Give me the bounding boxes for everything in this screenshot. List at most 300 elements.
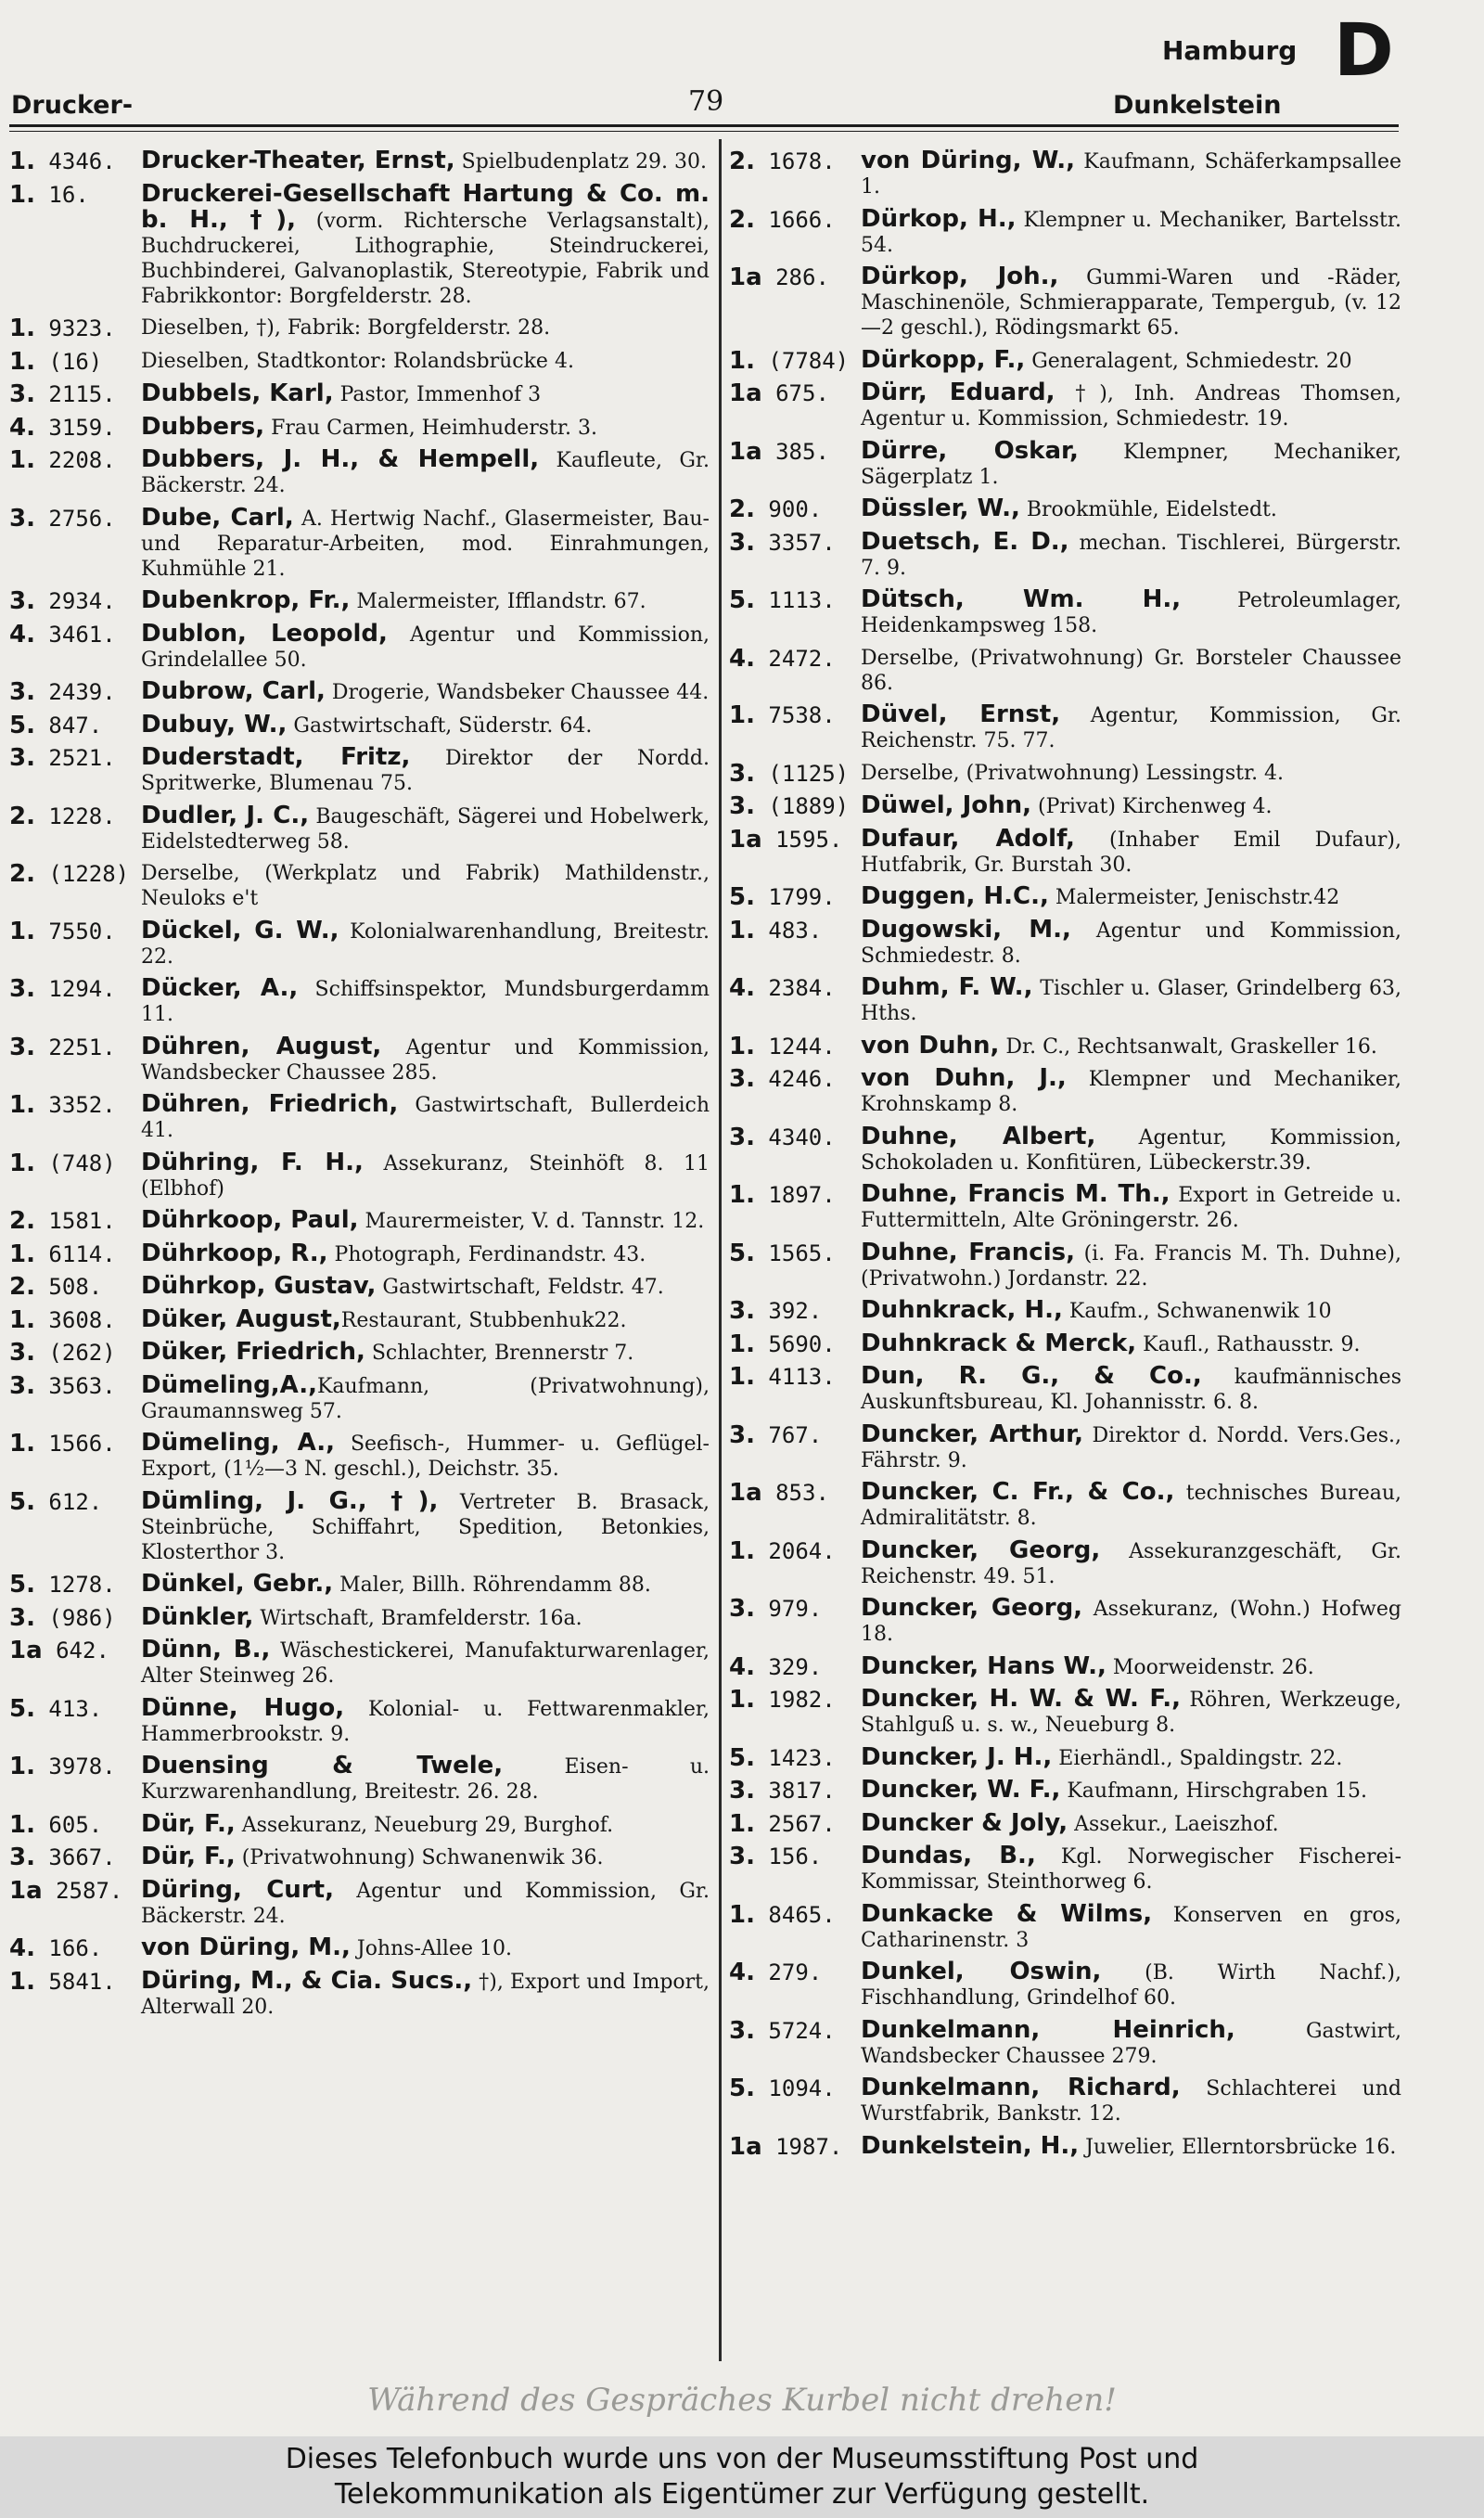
entry-text [141, 976, 710, 1027]
entry-text [861, 380, 1401, 431]
directory-entry [9, 1602, 710, 1632]
phone-number [9, 381, 141, 407]
exchange-code: 1. [9, 1753, 35, 1780]
line-number: 1278. [48, 1572, 116, 1598]
subscriber-details: Maler, Billh. Röhrendamm 88. [333, 1574, 651, 1597]
subscriber-name: Dücker, A., [141, 974, 299, 1002]
subscriber-name: Düwel, John, [861, 791, 1032, 819]
exchange-code: 3. [9, 1033, 35, 1061]
line-number: 483. [768, 917, 823, 944]
exchange-code: 3. [729, 1065, 755, 1093]
subscriber-name: Dube, Carl, [141, 503, 294, 532]
directory-entry [9, 1754, 710, 1805]
subscriber-name: Dublon, Leopold, [141, 619, 388, 648]
line-number: (748) [48, 1150, 116, 1176]
subscriber-name: Duncker, Georg, [861, 1594, 1083, 1622]
subscriber-name: Duncker & Joly, [861, 1808, 1068, 1837]
phone-number [729, 1844, 861, 1869]
line-number: 2756. [48, 505, 116, 532]
line-number: 642. [56, 1638, 109, 1664]
line-number: 8465. [768, 1901, 836, 1928]
line-number: 1799. [768, 884, 836, 910]
entry-text [861, 646, 1401, 696]
directory-entry [9, 1844, 710, 1870]
exchange-code: 1. [729, 1181, 755, 1209]
entry-text [861, 1687, 1401, 1738]
line-number: 853. [775, 1480, 829, 1506]
subscriber-details: Agentur und Kommission, Wandsbecker Chaussee 285. [141, 1035, 710, 1085]
entry-text [141, 1208, 710, 1234]
phone-number [729, 1538, 861, 1564]
directory-entry [729, 436, 1401, 490]
phone-number [9, 679, 141, 705]
exchange-code: 1. [9, 1810, 35, 1839]
subscriber-name: Duhnkrack & Merck, [861, 1329, 1137, 1357]
subscriber-details: Assekur., Laeiszhof. [1068, 1812, 1279, 1836]
directory-entry [729, 1422, 1401, 1473]
directory-entry [729, 1596, 1401, 1647]
exchange-code: 2. [9, 860, 35, 888]
line-number: 979. [768, 1596, 823, 1622]
phone-number [9, 1034, 141, 1060]
phone-number [9, 919, 141, 944]
subscriber-details: Maurermeister, V. d. Tannstr. 12. [358, 1210, 705, 1233]
right-column [729, 148, 1401, 2366]
exchange-code: 5. [9, 1487, 35, 1516]
entry-text [141, 1431, 710, 1482]
line-number: 9323. [48, 315, 116, 341]
line-number: 156. [768, 1844, 823, 1869]
phone-number [729, 1240, 861, 1266]
subscriber-name: von Düring, W., [861, 148, 1076, 174]
subscriber-details: Baugeschäft, Sägerei und Hobelwerk, Eidelstedterweg 58. [141, 804, 710, 854]
subscriber-details: Generalagent, Schmiedestr. 20 [1025, 349, 1352, 373]
line-number: 1565. [768, 1240, 836, 1266]
entry-text [141, 1241, 710, 1267]
exchange-code: 4. [729, 1959, 755, 1986]
subscriber-name: Dubuy, W., [141, 710, 288, 739]
line-number: 5724. [768, 2017, 836, 2044]
directory-entry [9, 148, 710, 174]
exchange-code: 1. [729, 916, 755, 944]
subscriber-details: Klempner und Mechaniker, Krohnskamp 8. [861, 1068, 1401, 1116]
directory-entry [9, 1370, 710, 1424]
phone-number [729, 1480, 861, 1506]
exchange-code: 1. [9, 1149, 35, 1177]
directory-entry [9, 1431, 710, 1482]
entry-text [861, 587, 1401, 638]
subscriber-name: Dührkop, Gustav, [141, 1272, 377, 1300]
directory-entry [9, 1241, 710, 1267]
entry-text [141, 1304, 710, 1333]
subscriber-name: Dürkop, H., [861, 204, 1017, 233]
subscriber-name: Duhm, F. W., [861, 973, 1033, 1001]
directory-entry [9, 861, 710, 911]
subscriber-details: Eisen- u. Kurzwarenhandlung, Breitestr. 26. 28. [141, 1755, 710, 1804]
subscriber-details: Frau Carmen, Heimhuderstr. 3. [264, 416, 597, 440]
phone-number [9, 1638, 141, 1664]
line-number: 2384. [768, 975, 836, 1001]
entry-text [861, 1651, 1401, 1680]
left-column [9, 148, 710, 2366]
subscriber-details: Gastwirtschaft, Feldstr. 47. [376, 1276, 664, 1299]
exchange-code: 5. [9, 1571, 35, 1599]
exchange-code: 3. [729, 792, 755, 820]
line-number: (986) [48, 1604, 116, 1631]
exchange-code: 1a [729, 263, 762, 291]
phone-number [9, 1274, 141, 1300]
subscriber-name: Duncker, C. Fr., & Co., [861, 1478, 1175, 1506]
line-number: (1228) [48, 861, 130, 887]
line-number: 3159. [48, 414, 116, 441]
subscriber-details: Direktor der Nordd. Spritwerke, Blumenau 75. [141, 747, 710, 795]
directory-entry [729, 1298, 1401, 1324]
phone-number [729, 148, 861, 174]
line-number: 2439. [48, 679, 116, 705]
entry-text [141, 381, 710, 407]
subscriber-details: Kaufleute, Gr. Bäckerstr. 24. [141, 449, 710, 497]
header-rule [9, 124, 1399, 127]
entry-text [861, 264, 1401, 340]
directory-entry [729, 2131, 1401, 2161]
entry-text [861, 1959, 1401, 2011]
phone-number [729, 2134, 861, 2160]
line-number: 767. [768, 1421, 823, 1448]
directory-entry [9, 1486, 710, 1565]
phone-number [9, 588, 141, 614]
subscriber-name: von Duhn, J., [861, 1064, 1067, 1092]
line-number: (1125) [768, 760, 850, 787]
phone-number [729, 1422, 861, 1448]
line-number: 7538. [768, 702, 836, 728]
entry-text [141, 503, 710, 582]
phone-number [9, 349, 141, 375]
line-number: 2587. [56, 1877, 123, 1904]
exchange-code: 5. [729, 883, 755, 911]
exchange-code: 2. [729, 495, 755, 523]
entry-text [861, 1778, 1401, 1804]
subscriber-name: Duhne, Albert, [861, 1122, 1096, 1150]
subscriber-name: Duhne, Francis M. Th., [861, 1180, 1171, 1208]
phone-number [729, 264, 861, 290]
subscriber-details: (Privatwohnung) Schwanenwik 36. [235, 1846, 604, 1869]
subscriber-details: Gastwirt, Wandsbecker Chaussee 279. [861, 2019, 1401, 2068]
directory-entry [729, 915, 1401, 969]
entry-text [861, 702, 1401, 753]
entry-text [141, 1935, 710, 1961]
column-divider [719, 139, 722, 2361]
exchange-code: 4. [729, 644, 755, 673]
subscriber-name: Dundas, B., [861, 1842, 1036, 1869]
line-number: 1294. [48, 976, 116, 1002]
directory-entry [729, 761, 1401, 787]
line-number: 1423. [768, 1744, 836, 1771]
line-number: 2521. [48, 745, 116, 771]
subscriber-details: Dr. C., Rechtsanwalt, Graskeller 16. [999, 1034, 1377, 1059]
exchange-code: 1. [729, 1809, 755, 1838]
subscriber-name: Duncker, Arthur, [861, 1420, 1083, 1448]
exchange-code: 1a [729, 2132, 762, 2161]
exchange-code: 3. [9, 744, 35, 772]
subscriber-details: Kgl. Norwegischer Fischerei-Kommissar, Steinthorweg 6. [861, 1845, 1401, 1894]
directory-entry [9, 679, 710, 705]
phone-number [9, 315, 141, 341]
subscriber-name: Dunkelstein, H., [861, 2131, 1080, 2160]
line-number: 1678. [768, 148, 836, 174]
exchange-code: 4. [729, 1652, 755, 1681]
subscriber-details: (Inhaber Emil Dufaur), Hutfabrik, Gr. Burstah 30. [861, 828, 1401, 877]
entry-text [141, 1150, 710, 1201]
phone-number [9, 1489, 141, 1515]
line-number: 166. [48, 1935, 103, 1961]
subscriber-details: Schiffsinspektor, Mundsburgerdamm 11. [141, 978, 710, 1026]
entry-text [141, 1875, 710, 1929]
directory-entry [9, 381, 710, 407]
subscriber-details: Gastwirtschaft, Süderstr. 64. [287, 713, 593, 738]
subscriber-name: Dürkopp, F., [861, 345, 1026, 374]
subscriber-name: Dubbels, Karl, [141, 379, 334, 407]
directory-entry [729, 1687, 1401, 1738]
phone-number [9, 1605, 141, 1631]
exchange-code: 2. [9, 1273, 35, 1301]
footer-notice [0, 2436, 1484, 2518]
phone-number [729, 1811, 861, 1837]
entry-text [141, 588, 710, 614]
subscriber-name: Dür, F., [141, 1809, 236, 1838]
phone-number [729, 918, 861, 944]
line-number: 2208. [48, 447, 116, 473]
header-last-entry: Dunkelstein [1113, 91, 1282, 120]
line-number: 2567. [768, 1810, 836, 1837]
entry-text [861, 1535, 1401, 1589]
directory-entry [729, 345, 1401, 375]
exchange-code: 1. [729, 1363, 755, 1391]
phone-number [9, 182, 141, 208]
exchange-code: 5. [9, 711, 35, 739]
directory-entry [729, 1778, 1401, 1804]
line-number: 4346. [48, 148, 116, 174]
line-number: (16) [48, 348, 103, 375]
subscriber-name: Dufaur, Adolf, [861, 824, 1075, 853]
line-number: (7784) [768, 347, 850, 374]
entry-text [141, 861, 710, 911]
directory-entry [9, 1638, 710, 1689]
directory-entry [9, 1809, 710, 1839]
entry-text [141, 710, 710, 739]
phone-number [9, 1844, 141, 1870]
subscriber-name: Dünkler, [141, 1602, 254, 1631]
entry-text [141, 916, 710, 970]
subscriber-details: (vorm. Richtersche Verlagsanstalt), Buchdruckerei, Lithographie, Steindruckerei, Buchbinderei, Galvanoplastik, Stereotypie, Fabrik und Fabrikkontor: Borgfelderstr. 28. [141, 209, 710, 308]
directory-entry [9, 412, 710, 442]
line-number: 1987. [775, 2133, 843, 2160]
directory-entry [9, 1572, 710, 1598]
footer-line-2: Telekommunikation als Eigentümer zur Verfügung gestellt. [334, 2478, 1150, 2511]
subscriber-details: (Privat) Kirchenweg 4. [1031, 795, 1273, 818]
exchange-code: 3. [729, 1777, 755, 1805]
phone-number [729, 1902, 861, 1928]
subscriber-details: Agentur und Kommission, Schmiedestr. 8. [861, 919, 1401, 968]
subscriber-details: Derselbe, (Privatwohnung) Gr. Borsteler Chaussee 86. [861, 646, 1401, 695]
entry-text [141, 803, 710, 854]
entry-text [861, 2075, 1401, 2126]
entry-text [141, 1966, 710, 2020]
phone-number [729, 1034, 861, 1060]
entry-text [861, 1422, 1401, 1473]
directory-entry [729, 1031, 1401, 1060]
directory-entry [9, 619, 710, 673]
entry-text [861, 915, 1401, 969]
directory-entry [9, 1092, 710, 1143]
phone-number [9, 1572, 141, 1598]
phone-number [9, 713, 141, 739]
directory-entry [729, 1844, 1401, 1895]
directory-entry [9, 588, 710, 614]
line-number: 900. [768, 496, 823, 522]
subscriber-details: Kaufl., Rathausstr. 9. [1136, 1332, 1361, 1356]
subscriber-name: Dubbers, [141, 412, 265, 441]
directory-entry [729, 1480, 1401, 1531]
exchange-code: 3. [9, 975, 35, 1003]
exchange-code: 1. [729, 1536, 755, 1565]
subscriber-details: Kaufmann, Hirschgraben 15. [1060, 1779, 1368, 1803]
exchange-code: 2. [9, 1207, 35, 1235]
line-number: 3608. [48, 1306, 116, 1333]
entry-text [861, 2131, 1401, 2160]
line-number: 2251. [48, 1034, 116, 1060]
entry-text [861, 1331, 1401, 1357]
directory-entry [729, 824, 1401, 878]
exchange-code: 1a [729, 825, 762, 854]
entry-text [861, 1596, 1401, 1647]
entry-text [141, 1370, 710, 1424]
entry-text [141, 1034, 710, 1086]
line-number: (262) [48, 1340, 116, 1366]
entry-text [141, 1340, 710, 1366]
subscriber-name: Dubenkrop, Fr., [141, 586, 351, 614]
subscriber-details: Juwelier, Ellerntorsbrücke 16. [1079, 2135, 1397, 2159]
directory-entry [729, 264, 1401, 340]
directory-entry [9, 179, 710, 309]
exchange-code: 3. [729, 2016, 755, 2045]
subscriber-details: Konserven en gros, Catharinenstr. 3 [861, 1903, 1401, 1952]
phone-number [9, 1373, 141, 1399]
subscriber-name: Duetsch, E. D., [861, 527, 1069, 556]
exchange-code: 1a [729, 1479, 762, 1507]
exchange-code: 3. [729, 1420, 755, 1449]
header-rule-thin [9, 131, 1399, 132]
entry-text [861, 975, 1401, 1026]
subscriber-details: Kolonial- u. Fettwarenmakler, Hammerbrookstr. 9. [141, 1697, 710, 1746]
directory-entry [9, 745, 710, 796]
subscriber-name: Dühring, F. H., [141, 1148, 364, 1176]
subscriber-details: Malermeister, Jenischstr.42 [1048, 886, 1340, 909]
exchange-code: 4. [9, 1934, 35, 1962]
subscriber-name: Dünne, Hugo, [141, 1693, 345, 1722]
subscriber-name: Dümling, J. G., †), [141, 1486, 439, 1515]
exchange-code: 1. [729, 1330, 755, 1358]
directory-entry [729, 1535, 1401, 1589]
subscriber-details: Dieselben, †), Fabrik: Borgfelderstr. 28. [141, 316, 551, 340]
phone-number [729, 646, 861, 672]
phone-number [9, 861, 141, 887]
directory-entry [729, 1651, 1401, 1681]
directory-entry [729, 1182, 1401, 1233]
subscriber-details: Agentur, Kommission, Gr. Reichenstr. 75. 77. [861, 704, 1401, 752]
directory-entry [9, 1693, 710, 1747]
subscriber-name: Dunkelmann, Heinrich, [861, 2015, 1235, 2044]
directory-entry [729, 702, 1401, 753]
subscriber-name: Dunkel, Oswin, [861, 1958, 1102, 1985]
entry-text [141, 1809, 710, 1838]
line-number: 4113. [768, 1364, 836, 1390]
subscriber-name: Dunkacke & Wilms, [861, 1899, 1153, 1928]
subscriber-details: Kaufmann, (Privatwohnung), Graumannsweg 57. [141, 1374, 710, 1423]
subscriber-details: Wirtschaft, Bramfelderstr. 16a. [253, 1606, 582, 1630]
directory-entry [9, 1034, 710, 1086]
directory-entry [729, 975, 1401, 1026]
phone-number [729, 884, 861, 910]
entry-text [141, 315, 710, 340]
phone-number [729, 1596, 861, 1622]
subscriber-details: A. Hertwig Nachf., Glasermeister, Bau- und Reparatur-Arbeiten, mod. Einrahmungen, Kuhmühle 21. [141, 507, 710, 581]
phone-number [729, 207, 861, 233]
exchange-code: 1. [9, 1430, 35, 1458]
subscriber-details: Derselbe, (Privatwohnung) Lessingstr. 4. [861, 761, 1285, 785]
subscriber-name: Dückel, G. W., [141, 916, 339, 944]
subscriber-name: Dünkel, Gebr., [141, 1570, 334, 1598]
exchange-code: 2. [729, 205, 755, 234]
entry-text [141, 412, 710, 441]
exchange-code: 3. [729, 1297, 755, 1325]
directory-entry [9, 1208, 710, 1234]
entry-text [141, 1693, 710, 1747]
phone-number [9, 1812, 141, 1838]
phone-number [9, 1340, 141, 1366]
subscriber-name: Duncker, J. H., [861, 1742, 1053, 1771]
phone-number [729, 1778, 861, 1804]
phone-number [9, 1307, 141, 1333]
phone-number [9, 447, 141, 473]
subscriber-details: technisches Bureau, Admiralitätstr. 8. [861, 1482, 1401, 1530]
exchange-code: 2. [729, 148, 755, 175]
phone-number [9, 1935, 141, 1961]
subscriber-details: Direktor d. Nordd. Vers.Ges., Fährstr. 9. [861, 1423, 1401, 1472]
exchange-code: 2. [9, 802, 35, 830]
exchange-code: 1. [9, 446, 35, 474]
phone-number [9, 415, 141, 441]
line-number: 7550. [48, 918, 116, 944]
subscriber-details: Schlachter, Brennerstr 7. [365, 1342, 634, 1365]
entry-text [861, 761, 1401, 786]
phone-number [9, 1150, 141, 1176]
bottom-notice: Während des Gespräches Kurbel nicht drehen! [367, 2382, 1117, 2419]
phone-number [9, 976, 141, 1002]
exchange-code: 4. [9, 620, 35, 649]
directory-entry [9, 1150, 710, 1201]
subscriber-name: Düker, August, [141, 1304, 341, 1333]
page-number: 79 [688, 85, 724, 118]
directory-entry [729, 1331, 1401, 1357]
exchange-code: 5. [729, 2075, 755, 2102]
entry-text [861, 204, 1401, 258]
exchange-code: 1. [9, 347, 35, 376]
entry-text [141, 447, 710, 498]
line-number: 1566. [48, 1431, 116, 1457]
subscriber-name: Düring, M., & Cia. Sucs., [141, 1966, 473, 1995]
directory-entry [729, 793, 1401, 819]
entry-text [141, 148, 710, 174]
